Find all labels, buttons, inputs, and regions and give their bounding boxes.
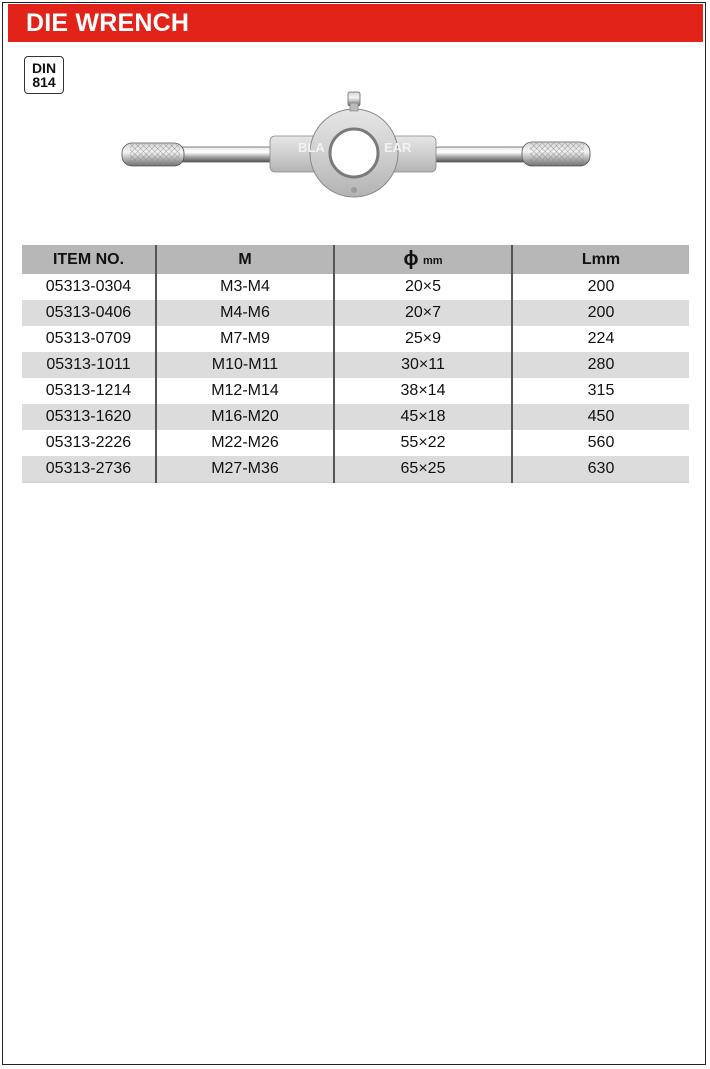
die-wrench-image [118, 86, 594, 198]
cell-item-no: 05313-2736 [22, 456, 156, 483]
table-row [22, 326, 689, 352]
cell-lmm: 630 [512, 456, 689, 483]
cell-m: M3-M4 [156, 274, 334, 300]
cell-item-no: 05313-0406 [22, 300, 156, 326]
table-header-row [22, 245, 689, 274]
cell-phi: 65×25 [334, 456, 512, 483]
left-handle [122, 143, 274, 166]
cell-m: M16-M20 [156, 404, 334, 430]
page-title: DIE WRENCH [8, 4, 703, 42]
col-header-item-no: ITEM NO. [22, 245, 156, 274]
cell-lmm: 560 [512, 430, 689, 456]
cell-lmm: 280 [512, 352, 689, 378]
table-row [22, 456, 689, 483]
din-814-badge [24, 56, 64, 94]
die-holder-body [270, 92, 436, 197]
watermark-right: EAR [384, 140, 412, 155]
table-row [22, 378, 689, 404]
cell-lmm: 224 [512, 326, 689, 352]
cell-lmm: 200 [512, 300, 689, 326]
spec-table [22, 245, 689, 483]
table-row [22, 404, 689, 430]
table-row [22, 274, 689, 300]
phi-symbol: ϕ [403, 248, 419, 270]
cell-item-no: 05313-0709 [45, 330, 132, 347]
cell-m: M10-M11 [156, 352, 334, 378]
cell-m: M12-M14 [156, 378, 334, 404]
cell-item-no: 05313-0304 [45, 278, 132, 295]
cell-phi: 45×18 [334, 404, 512, 430]
watermark-left: BLA [298, 140, 325, 155]
cell-phi: 38×14 [334, 378, 512, 404]
cell-item-no: 05313-1011 [22, 352, 156, 378]
badge-line-2: 814 [32, 74, 56, 90]
col-header-phi [334, 245, 512, 274]
table-row [22, 352, 689, 378]
table-row [22, 300, 689, 326]
cell-phi: 30×11 [334, 352, 512, 378]
right-handle [434, 142, 590, 166]
cell-lmm: 450 [512, 404, 689, 430]
cell-item-no: 05313-2226 [45, 434, 132, 451]
badge-line-1: DIN [31, 60, 57, 76]
cell-m: M7-M9 [156, 326, 334, 352]
col-header-lmm: Lmm [512, 245, 689, 274]
cell-lmm: 200 [512, 274, 689, 300]
col-header-m: M [156, 245, 334, 274]
cell-m: M22-M26 [156, 430, 334, 456]
table-row [22, 430, 689, 456]
cell-phi: 55×22 [334, 430, 512, 456]
cell-item-no: 05313-1620 [22, 404, 156, 430]
cell-m: M27-M36 [156, 456, 334, 483]
cell-phi: 25×9 [334, 326, 512, 352]
cell-phi: 20×7 [334, 300, 512, 326]
cell-m: M4-M6 [156, 300, 334, 326]
cell-phi: 20×5 [334, 274, 512, 300]
cell-item-no: 05313-1214 [45, 382, 132, 399]
cell-lmm: 315 [512, 378, 689, 404]
phi-unit: mm [422, 255, 443, 267]
